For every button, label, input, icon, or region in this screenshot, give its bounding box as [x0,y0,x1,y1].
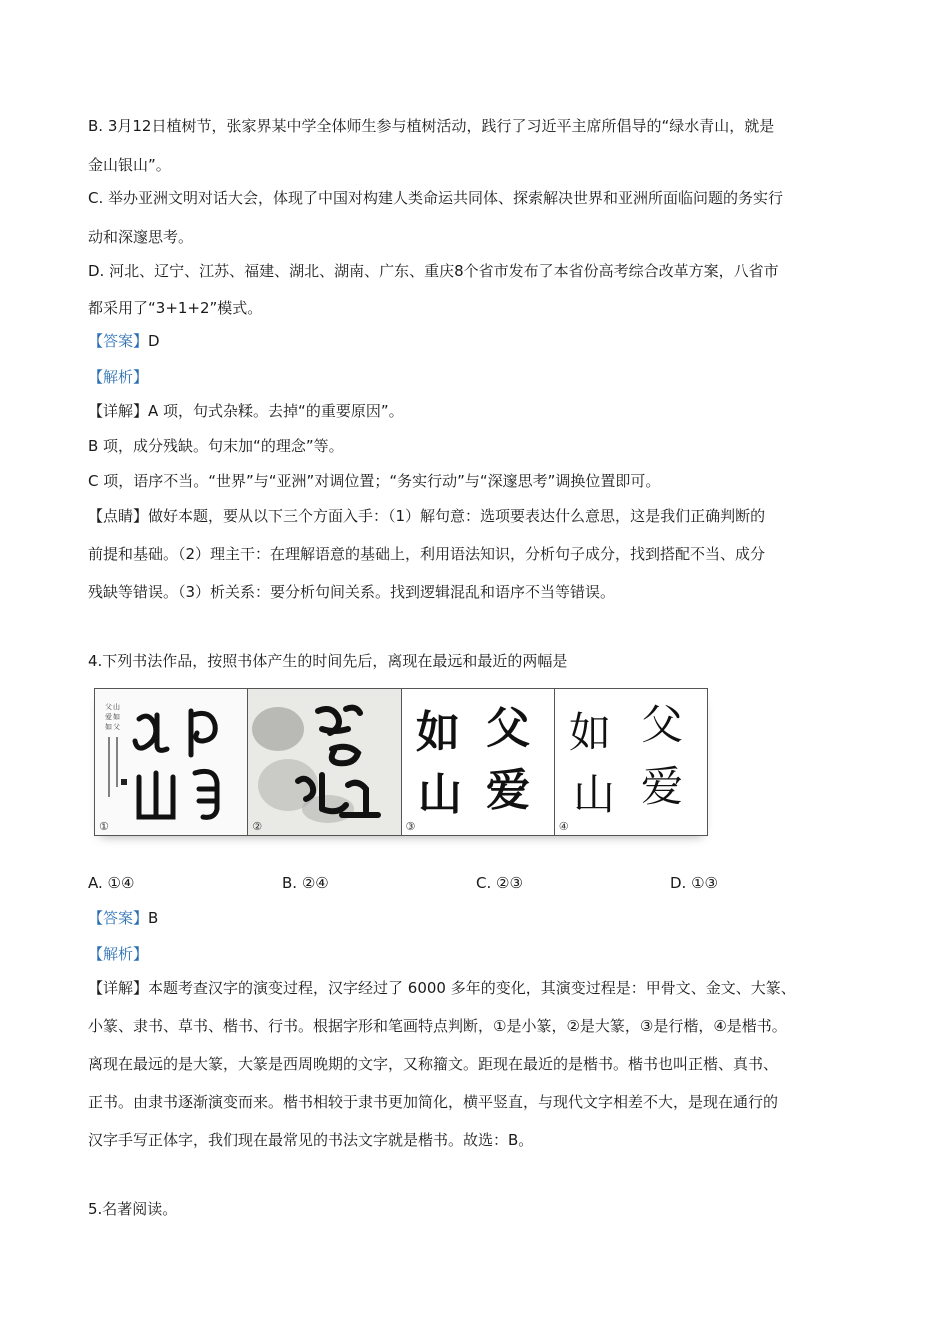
answer-value: D [148,332,160,350]
svg-text:如: 如 [105,723,112,731]
analysis-tag: 【解析】 [88,945,149,963]
q5-question: 5.名著阅读。 [88,1200,178,1218]
panel-label-3: ③ [405,820,416,833]
panel-label-1: ① [99,820,109,833]
regular-char-4: 爱 [640,762,683,811]
calligraphy-panel-4 [555,689,707,835]
q3-detail-a [88,401,404,421]
q3-tip-3: 残缺等错误。（3）析关系：要分析句间关系。找到逻辑混乱和语序不当等错误。 [88,583,616,601]
panel-label-4: ④ [558,820,569,833]
q4-option-b: B. ②④ [282,874,329,892]
running-char-1: 如 [415,707,460,758]
q4-option-c: C. ②③ [476,874,523,892]
q4-option-a: A. ①④ [88,874,135,892]
q3-tip-2: 前提和基础。（2）理主干：在理解语意的基础上，利用语法知识，分析句子成分，找到搭配不当、成分 [88,545,766,563]
svg-text:山: 山 [113,703,120,711]
q4-detail-4: 正书。由隶书逐渐演变而来。楷书相较于隶书更加简化，横平竖直，与现代文字相差不大，是现在通行的 [88,1093,779,1111]
analysis-tag: 【解析】 [88,368,149,386]
detail-text: A 项，句式杂糅。去掉“的重要原因”。 [148,402,404,420]
running-char-3: 山 [417,769,462,820]
running-char-2: 父 [485,703,530,754]
q4-option-d: D. ①③ [670,874,718,892]
calligraphy-panel-3 [402,689,555,835]
large-seal-artwork [248,689,400,835]
seal-script-artwork [95,689,247,835]
answer-value: B [148,909,159,927]
q4-detail-3: 离现在最远的是大篆，大篆是西周晚期的文字，又称籀文。距现在最近的是楷书。楷书也叫正楷、真书、 [88,1055,779,1073]
q4-answer [88,908,158,928]
tip-text: 做好本题，要从以下三个方面入手：（1）解句意：选项要表达什么意思，这是我们正确判断的 [148,507,766,525]
option-d-line-1: D. 河北、辽宁、江苏、福建、湖北、湖南、广东、重庆8个省市发布了本省份高考综合改革方案，八省市 [88,262,779,280]
option-b-line-2: 金山银山”。 [88,156,171,174]
q4-question: 4.下列书法作品，按照书体产生的时间先后，离现在最远和最近的两幅是 [88,652,568,670]
q3-answer [88,331,160,351]
detail-tag: 【详解】 [88,402,149,420]
option-d-line-2: 都采用了“3+1+2”模式。 [88,299,263,317]
q4-detail-1 [88,978,796,998]
regular-script-artwork [555,689,707,835]
option-b-line-1: B. 3月12日植树节，张家界某中学全体师生参与植树活动，践行了习近平主席所倡导的“绿水青山，就是 [88,117,775,135]
q3-detail-b: B 项，成分残缺。句末加“的理念”等。 [88,437,344,455]
svg-text:父: 父 [105,703,112,711]
detail-text: 本题考查汉字的演变过程，汉字经过了 6000 多年的变化，其演变过程是：甲骨文、金文、大篆、 [148,979,796,997]
regular-char-2: 父 [640,700,683,749]
panel-label-2: ② [252,820,263,833]
detail-tag: 【详解】 [88,979,149,997]
svg-text:如: 如 [113,713,120,721]
answer-tag: 【答案】 [88,909,149,927]
answer-tag: 【答案】 [88,332,149,350]
calligraphy-panel-1 [95,689,248,835]
running-char-4: 爱 [485,765,530,816]
regular-char-3: 山 [572,770,615,819]
tip-tag: 【点睛】 [88,507,149,525]
q3-analysis [88,367,148,387]
option-c-line-2: 动和深邃思考。 [88,228,194,246]
q3-detail-c: C 项，语序不当。“世界”与“亚洲”对调位置；“务实行动”与“深邃思考”调换位置即可。 [88,472,661,490]
q3-tip-1 [88,506,765,526]
running-script-artwork [402,689,554,835]
regular-char-1: 如 [568,708,611,757]
q4-analysis [88,944,148,964]
calligraphy-panel-2 [248,689,401,835]
svg-text:爱: 爱 [105,713,112,721]
calligraphy-figure [94,688,708,836]
option-c-line-1: C. 举办亚洲文明对话大会，体现了中国对构建人类命运共同体、探索解决世界和亚洲所面临问题的务实行 [88,189,784,207]
q4-detail-5: 汉字手写正体字，我们现在最常见的书法文字就是楷书。故选：B。 [88,1131,534,1149]
svg-text:父: 父 [113,723,120,731]
q4-detail-2: 小篆、隶书、草书、楷书、行书。根据字形和笔画特点判断，①是小篆，②是大篆，③是行楷，④是楷书。 [88,1017,787,1035]
